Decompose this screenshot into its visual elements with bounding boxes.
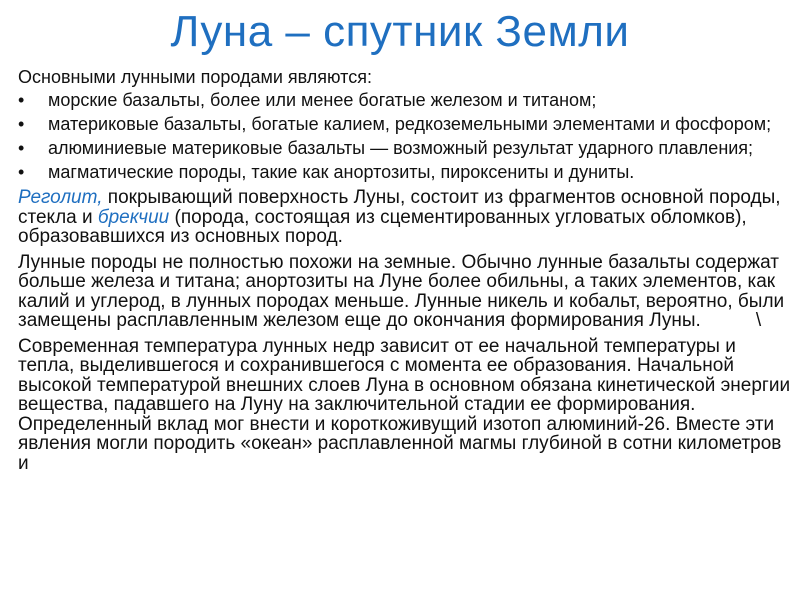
term-regolith: Реголит,: [18, 187, 103, 208]
term-breccia: брекчии: [97, 206, 170, 228]
bullet-item-2: [18, 115, 793, 134]
bullet-text: алюминиевые материковые базальты — возможный результат ударного плавления;: [48, 138, 754, 158]
regolith-text-1: покрывающий поверхность Луны, состоит из фрагментов основной породы, стекла и: [18, 187, 781, 228]
slide-title: Луна – спутник Земли: [170, 7, 630, 56]
lunar-rocks-paragraph: [18, 253, 793, 331]
bullet-dot: •: [18, 162, 25, 182]
bullet-dot: •: [18, 114, 25, 134]
bullet-item-3: [18, 139, 793, 158]
temperature-paragraph: Современная температура лунных недр зависит от ее начальной температуры и тепла, выделившегося и сохранившегося с момента ее образования. Начальной высокой температурой внешних слоев Луна в основном обязана кинетической энергии вещества, падавшего на Луну на заключительной стадии ее формирования. Определенный вклад мог внести и короткоживущий изотоп алюминий-26. Вместе эти явления могли породить «океан» расплавленной магмы глубиной в сотни километров и: [18, 335, 791, 474]
bullet-item-1: [18, 91, 793, 110]
bullet-text: морские базальты, более или менее богатые железом и титаном;: [48, 90, 597, 110]
bullet-text: магматические породы, такие как анортозиты, пироксениты и дуниты.: [48, 162, 635, 182]
regolith-text-2: (порода, состоящая из сцементированных угловатых обломков), образовавшихся из основных пород.: [18, 206, 747, 247]
bullet-item-4: [18, 163, 793, 182]
slide-body: [18, 68, 793, 473]
bullet-dot: •: [18, 90, 25, 110]
lunar-rocks-text: Лунные породы не полностью похожи на земные. Обычно лунные базальты содержат больше железа и титана; анортозиты на Луне более обильны, а таких элементов, как калий и углерод, в лунных породах меньше. Лунные никель и кобальт, вероятно, были замещены расплавленным железом еще до окончания формирования Луны.: [18, 251, 785, 331]
bullet-text: материковые базальты, богатые калием, редкоземельными элементами и фосфором;: [48, 114, 772, 134]
stray-backslash: \: [755, 310, 762, 331]
regolith-paragraph: [18, 188, 793, 247]
intro-text: Основными лунными породами являются:: [18, 67, 372, 87]
bullet-dot: •: [18, 138, 25, 158]
